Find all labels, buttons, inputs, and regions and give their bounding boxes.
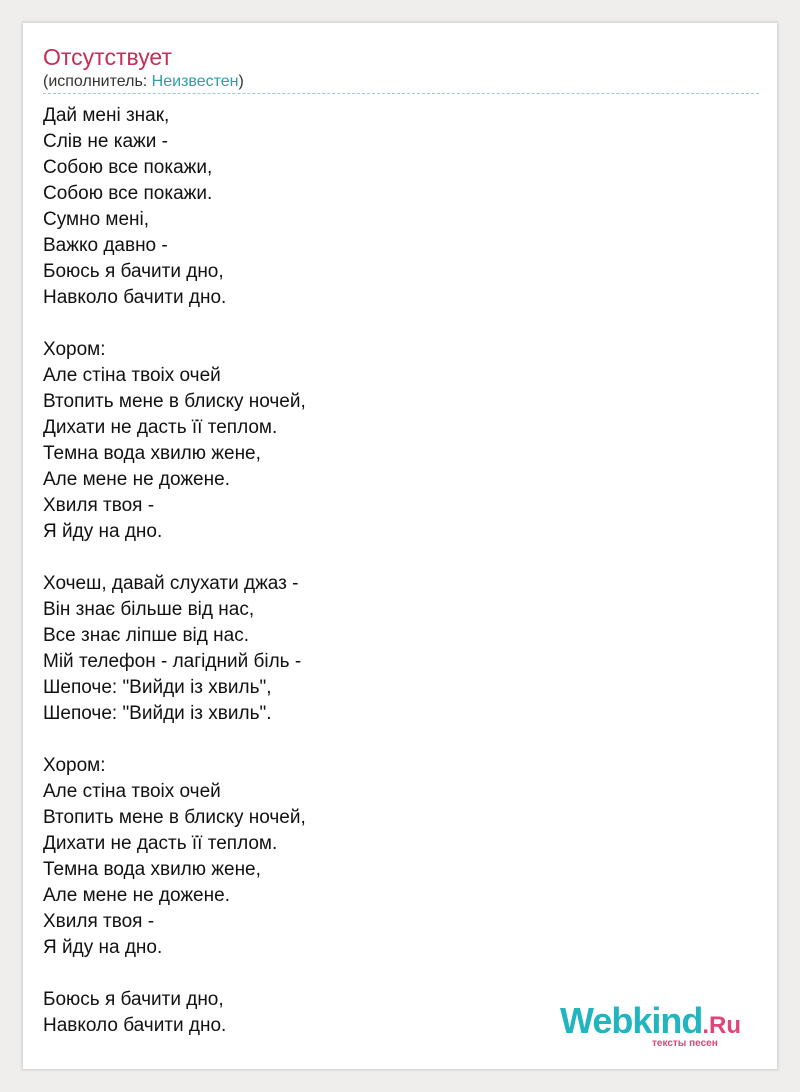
lyric-line: Собою все покажи, <box>43 157 213 178</box>
lyric-line: Шепоче: "Вийди із хвиль", <box>43 677 272 698</box>
lyric-line: Навколо бачити дно. <box>43 287 227 308</box>
logo-tagline: тексты песен <box>652 1038 718 1049</box>
logo-brand: Webkind <box>560 1000 703 1041</box>
artist-suffix: ) <box>238 73 244 90</box>
lyric-line: Але мене не дожене. <box>43 469 230 490</box>
lyric-line: Собою все покажи. <box>43 183 213 204</box>
lyric-line: Темна вода хвилю жене, <box>43 859 261 880</box>
lyric-line: Дай мені знак, <box>43 105 170 126</box>
artist-prefix: (исполнитель: <box>43 73 152 90</box>
lyric-line: Дихати не дасть її теплом. <box>43 417 278 438</box>
stanza-break <box>43 545 743 571</box>
lyric-line: Важко давно - <box>43 235 168 256</box>
lyric-line: Хвиля твоя - <box>43 911 155 932</box>
lyric-line: Але мене не дожене. <box>43 885 230 906</box>
lyric-line: Хором: <box>43 755 106 776</box>
lyric-line: Я йду на дно. <box>43 521 163 542</box>
artist-link[interactable]: Неизвестен <box>151 73 239 90</box>
lyric-line: Слів не кажи - <box>43 131 168 152</box>
lyric-line: Шепоче: "Вийди із хвиль". <box>43 703 272 724</box>
lyric-line: Сумно мені, <box>43 209 150 230</box>
song-title: Отсутствует <box>43 44 172 70</box>
site-logo <box>560 1000 742 1049</box>
stanza-break <box>43 727 743 753</box>
stanza-break <box>43 311 743 337</box>
lyric-line: Втопить мене в блиску ночей, <box>43 391 306 412</box>
lyric-line: Боюсь я бачити дно, <box>43 989 224 1010</box>
lyric-line: Я йду на дно. <box>43 937 163 958</box>
lyric-line: Хором: <box>43 339 106 360</box>
lyric-line: Дихати не дасть її теплом. <box>43 833 278 854</box>
lyric-line: Хочеш, давай слухати джаз - <box>43 573 299 594</box>
lyrics-card <box>22 22 778 1070</box>
dashed-divider <box>43 93 759 94</box>
lyric-line: Хвиля твоя - <box>43 495 155 516</box>
lyric-line: Втопить мене в блиску ночей, <box>43 807 306 828</box>
lyric-line: Все знає ліпше від нас. <box>43 625 249 646</box>
lyric-line: Навколо бачити дно. <box>43 1015 227 1036</box>
artist-line <box>43 72 244 92</box>
lyric-line: Боюсь я бачити дно, <box>43 261 224 282</box>
lyric-line: Але стіна твоіх очей <box>43 365 221 386</box>
lyric-line: Але стіна твоіх очей <box>43 781 221 802</box>
stanza-break <box>43 961 743 987</box>
logo-tld: .Ru <box>702 1012 742 1039</box>
lyric-line: Він знає більше від нас, <box>43 599 255 620</box>
lyric-line: Мій телефон - лагідний біль - <box>43 651 302 672</box>
lyric-line: Темна вода хвилю жене, <box>43 443 261 464</box>
lyrics-text <box>43 103 743 1039</box>
